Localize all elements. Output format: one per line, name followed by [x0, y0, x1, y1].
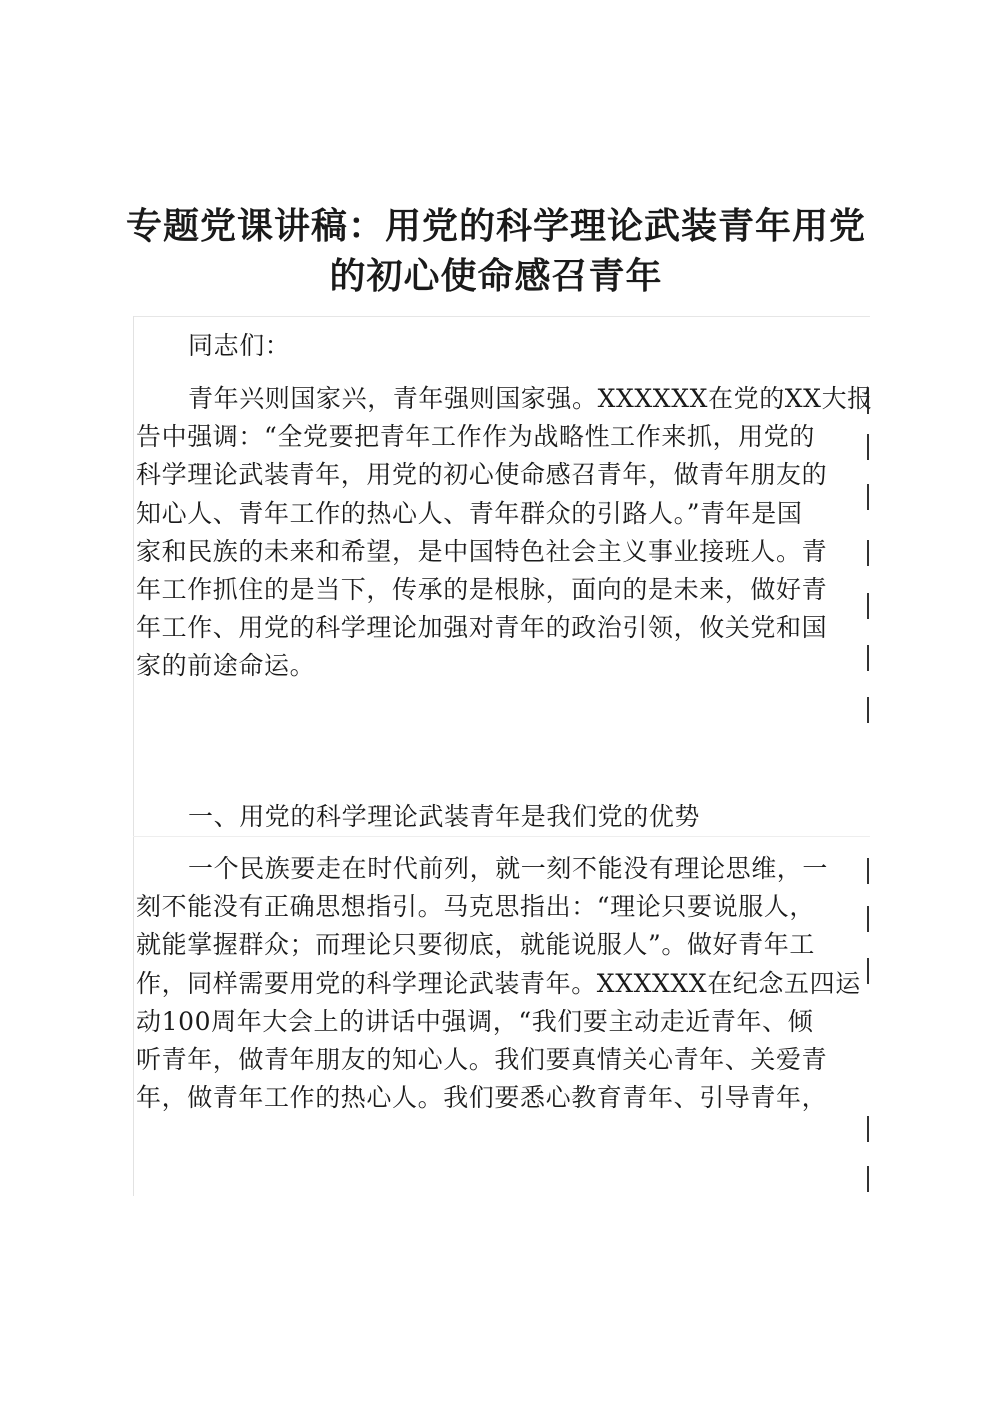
- margin-mark: [867, 697, 869, 723]
- paragraph-line: 家和民族的未来和希望，是中国特色社会主义事业接班人。青: [136, 536, 828, 566]
- title-line: 专题党课讲稿：用党的科学理论武装青年用党: [125, 206, 866, 248]
- paragraph-line: 年，做青年工作的热心人。我们要悉心教育青年、引导青年，: [136, 1083, 828, 1113]
- paragraph-2: [136, 850, 872, 1117]
- paragraph-line: 科学理论武装青年，用党的初心使命感召青年，做青年朋友的: [136, 460, 828, 490]
- paragraph-line: 作，同样需要用党的科学理论武装青年。XXXXXX在纪念五四运: [136, 968, 861, 998]
- salutation: 同志们：: [188, 331, 291, 360]
- margin-mark: [867, 1116, 869, 1142]
- paragraph-line: 告中强调：“全党要把青年工作作为战略性工作来抓，用党的: [136, 422, 815, 452]
- section-heading-block: [136, 798, 872, 836]
- paragraph-line: 就能掌握群众；而理论只要彻底，就能说服人”。做好青年工: [136, 930, 815, 960]
- margin-mark: [867, 1166, 869, 1192]
- document-title: [120, 202, 872, 302]
- frame-left-border: [133, 316, 134, 1196]
- paragraph-line: 青年兴则国家兴，青年强则国家强。XXXXXX在党的XX大报: [188, 384, 873, 413]
- frame-top-border: [133, 316, 870, 317]
- section-heading: 一、用党的科学理论武装青年是我们党的优势: [188, 802, 701, 831]
- salutation-block: [136, 327, 872, 365]
- paragraph-line: 刻不能没有正确思想指引。马克思指出：“理论只要说服人，: [136, 892, 815, 922]
- paragraph-line: 年工作抓住的是当下，传承的是根脉，面向的是未来，做好青: [136, 574, 828, 604]
- paragraph-line: 一个民族要走在时代前列，就一刻不能没有理论思维，一: [188, 854, 829, 883]
- title-line: 的初心使命感召青年: [329, 256, 663, 298]
- paragraph-line: 动100周年大会上的讲话中强调，“我们要主动走近青年、倾: [136, 1006, 814, 1036]
- paragraph-line: 年工作、用党的科学理论加强对青年的政治引领，攸关党和国: [136, 613, 828, 643]
- paragraph-1: [136, 380, 872, 686]
- paragraph-line: 家的前途命运。: [136, 651, 316, 681]
- paragraph-line: 知心人、青年工作的热心人、青年群众的引路人。”青年是国: [136, 498, 803, 528]
- paragraph-line: 听青年，做青年朋友的知心人。我们要真情关心青年、关爱青: [136, 1044, 828, 1074]
